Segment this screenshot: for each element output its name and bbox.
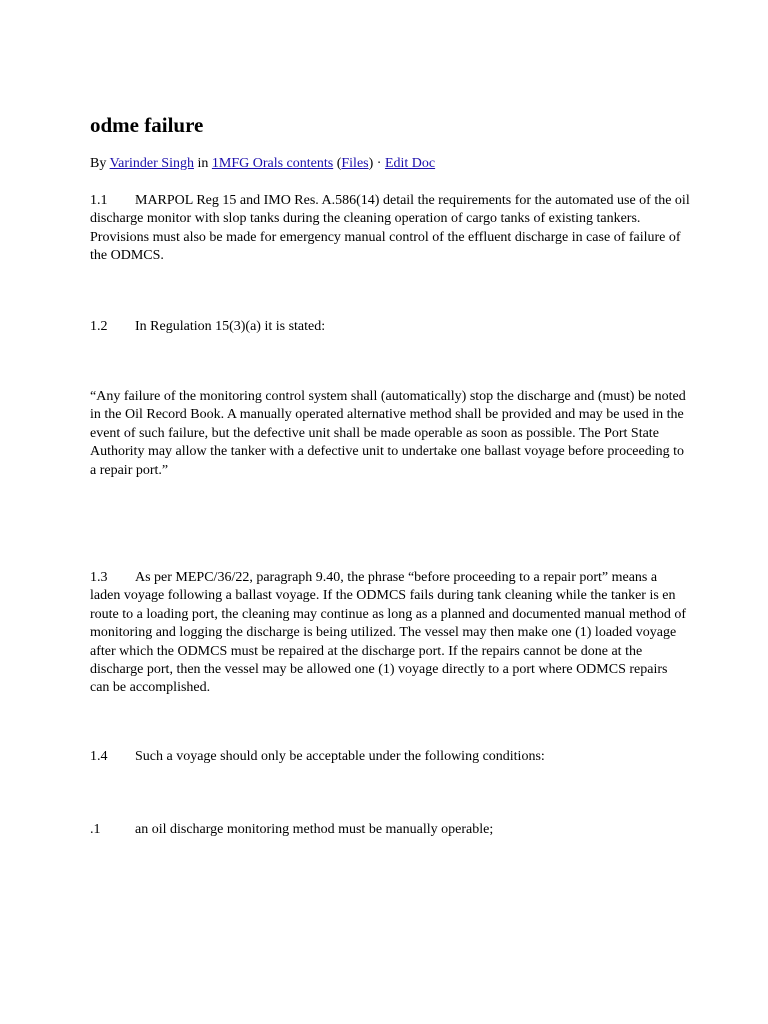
section-text: In Regulation 15(3)(a) it is stated: bbox=[135, 319, 326, 334]
document-title: odme failure bbox=[90, 113, 204, 137]
quote-text: “Any failure of the monitoring control system shall (automatically) stop the discharge and (must) be noted in the Oil Record Book. A manually operated alternative method shall be provided and may be used in the event of such failure, but the defective unit shall be made operable as soon as possible. The Port State Authority may allow the tanker with a defective unit to undertake one ballast voyage before proceeding to a repair port.” bbox=[90, 389, 686, 478]
section-text: an oil discharge monitoring method must be manually operable; bbox=[135, 822, 494, 837]
files-link[interactable]: Files bbox=[341, 156, 369, 171]
section-number: 1.1 bbox=[90, 193, 108, 208]
section-1-1 bbox=[90, 192, 690, 266]
byline-in: in bbox=[193, 156, 212, 171]
byline-by: By bbox=[90, 156, 110, 171]
section-text: As per MEPC/36/22, paragraph 9.40, the phrase “before proceeding to a repair port” means a laden voyage following a ballast voyage. If the ODMCS fails during tank cleaning while the tanker is en route to a loading port, the cleaning may continue as long as a planned and documented manual method of monitoring and logging the discharge is being utilized. The vessel may then make one (1) loaded voyage after which the ODMCS must be repaired at the discharge port. If the repairs cannot be done at the discharge port, then the vessel may be allowed one (1) voyage directly to a port where ODMCS repairs can be accomplished. bbox=[90, 570, 686, 696]
section-number: 1.3 bbox=[90, 570, 108, 585]
byline-separator: · bbox=[373, 156, 385, 171]
section-number: 1.2 bbox=[90, 319, 108, 334]
section-1-2 bbox=[90, 318, 690, 336]
regulation-quote bbox=[90, 388, 690, 480]
section-1-3 bbox=[90, 569, 690, 698]
author-link[interactable]: Varinder Singh bbox=[109, 156, 194, 171]
byline bbox=[90, 155, 435, 173]
section-number: .1 bbox=[90, 822, 101, 837]
edit-doc-link[interactable]: Edit Doc bbox=[384, 156, 436, 171]
section-text: MARPOL Reg 15 and IMO Res. A.586(14) detail the requirements for the automated use of the oil discharge monitor with slop tanks during the cleaning operation of cargo tanks of existing tankers. Provisions must also be made for emergency manual control of the effluent discharge in case of failure of the ODMCS. bbox=[90, 193, 690, 264]
section-1-4 bbox=[90, 748, 690, 766]
collection-link[interactable]: 1MFG Orals contents bbox=[211, 156, 334, 171]
section-text: Such a voyage should only be acceptable under the following conditions: bbox=[135, 749, 545, 764]
section-number: 1.4 bbox=[90, 749, 108, 764]
byline-paren-close: ) bbox=[368, 156, 374, 171]
subsection-1 bbox=[90, 821, 690, 839]
byline-paren-open: ( bbox=[333, 156, 342, 171]
